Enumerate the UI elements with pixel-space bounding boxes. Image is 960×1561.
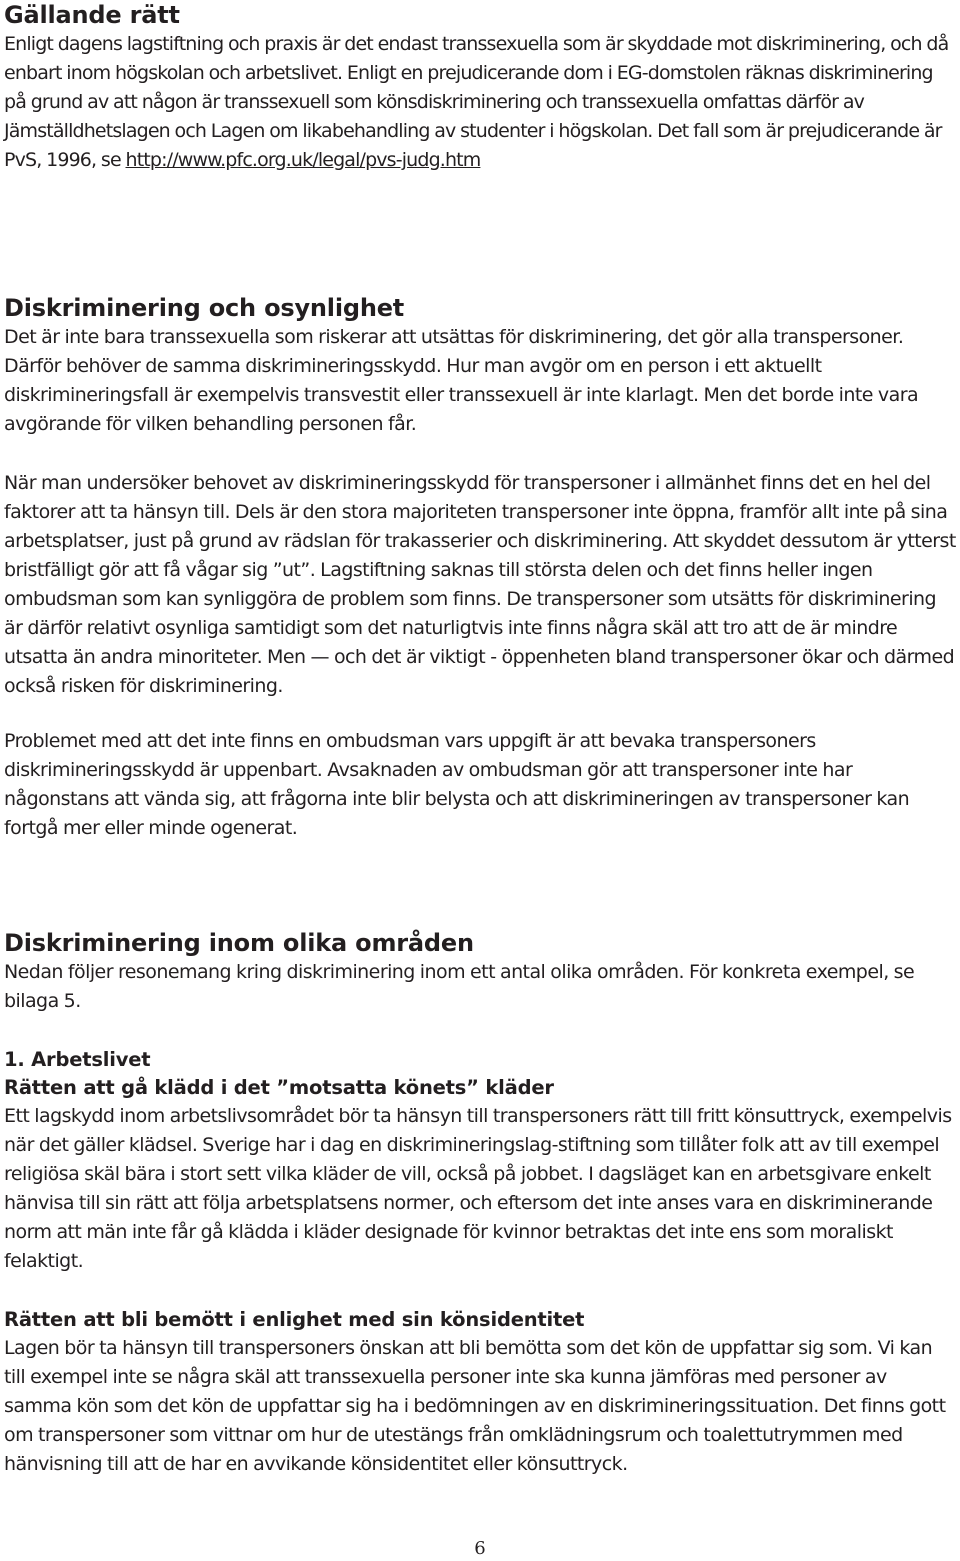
section-heading: Gällande rätt: [4, 1, 180, 29]
section-diskriminering-och-osynlighet: [4, 293, 958, 439]
section-paragraph: Lagen bör ta hänsyn till transpersoners önskan att bli bemötta som det kön de uppfattar sig som. Vi kan till exempel inte se några skäl att transsexuella personer inte ska kunna jämföras med personer av samma kön som det kön de uppfattar sig ha i bedömningen av en diskrimineringssituation. Det finns gott om transpersoner som vittnar om hur de utestängs från omklädningsrum och toalettutrymmen med hänvisning till att de har en avvikande könsidentitet eller könsuttryck.: [4, 1337, 946, 1475]
subsection-heading: Rätten att gå klädd i det ”motsatta könets” kläder: [4, 1076, 554, 1099]
section-gallande-ratt: [4, 0, 958, 175]
reference-link[interactable]: http://www.pfc.org.uk/legal/pvs-judg.htm: [125, 149, 481, 171]
paragraph-text: Enligt dagens lagstiftning och praxis är det endast transsexuella som är skyddade mot diskriminering, och då enbart inom högskolan och arbetslivet. Enligt en prejudicerande dom i EG-domstolen räknas diskriminering på grund av att någon är transsexuell som könsdiskriminering och transsexuella omfattas därför av Jämställdhetslagen och Lagen om likabehandling av studenter i högskolan. Det fall som är prejudicerande är PvS, 1996, se: [4, 33, 949, 171]
subsection-arbetslivet: [4, 1046, 958, 1276]
section-paragraph: Det är inte bara transsexuella som riskerar att utsättas för diskriminering, det gör alla transpersoner. Därför behöver de samma diskrimineringsskydd. Hur man avgör om en person i ett aktuellt diskrimineringsfall är exempelvis transvestit eller transsexuell är inte klarlagt. Men det borde inte vara avgörande för vilken behandling personen får.: [4, 326, 919, 435]
subsection-bemott: [4, 1306, 958, 1479]
subsection-heading: Rätten att bli bemött i enlighet med sin könsidentitet: [4, 1308, 585, 1331]
section-paragraph: När man undersöker behovet av diskrimineringsskydd för transpersoner i allmänhet finns det en hel del faktorer att ta hänsyn till. Dels är den stora majoriteten transpersoner inte öppna, framför allt inte på sina arbetsplatser, just på grund av rädslan för trakasserier och diskriminering. Att skyddet dessutom är ytterst bristfälligt gör att få vågar sig ”ut”. Lagstiftning saknas till största delen och det finns heller ingen ombudsman som kan synliggöra de problem som finns. De transpersoner som utsätts för diskriminering är därför relativt osynliga samtidigt som det naturligtvis inte finns några skäl att tro att de är mindre utsatta än andra minoriteter. Men — och det är viktigt - öppenheten bland transpersoner ökar och därmed också risken för diskriminering.: [4, 472, 956, 697]
section-paragraph: [4, 30, 958, 175]
section-paragraph: Problemet med att det inte finns en ombudsman vars uppgift är att bevaka transpersoners diskrimineringsskydd är uppenbart. Avsaknaden av ombudsman gör att transpersoner inte har någonstans att vända sig, att frågorna inte blir belysta och att diskrimineringen av transpersoner kan fortgå mer eller minde ogenerat.: [4, 730, 910, 839]
paragraph-block: [4, 469, 958, 701]
page-number: 6: [474, 1538, 486, 1559]
section-paragraph: Nedan följer resonemang kring diskriminering inom ett antal olika områden. För konkreta exempel, se bilaga 5.: [4, 961, 915, 1012]
paragraph-block: [4, 727, 958, 843]
section-diskriminering-inom-olika-omraden: [4, 928, 958, 1016]
section-heading: Diskriminering och osynlighet: [4, 294, 405, 322]
section-paragraph: Ett lagskydd inom arbetslivsområdet bör ta hänsyn till transpersoners rätt till fritt könsuttryck, exempelvis när det gäller klädsel. Sverige har i dag en diskrimineringslag-stiftning som tillåter folk att av till exempel religiösa skäl bära i stort sett vilka kläder de vill, också på jobbet. I dagsläget kan en arbetsgivare enkelt hänvisa till sin rätt att följa arbetsplatsens normer, och eftersom det inte anses vara en diskriminerande norm att män inte får gå klädda i kläder designade för kvinnor betraktas det inte ens som moraliskt felaktigt.: [4, 1105, 952, 1272]
section-heading: Diskriminering inom olika områden: [4, 929, 474, 957]
subsection-title: 1. Arbetslivet: [4, 1048, 151, 1071]
